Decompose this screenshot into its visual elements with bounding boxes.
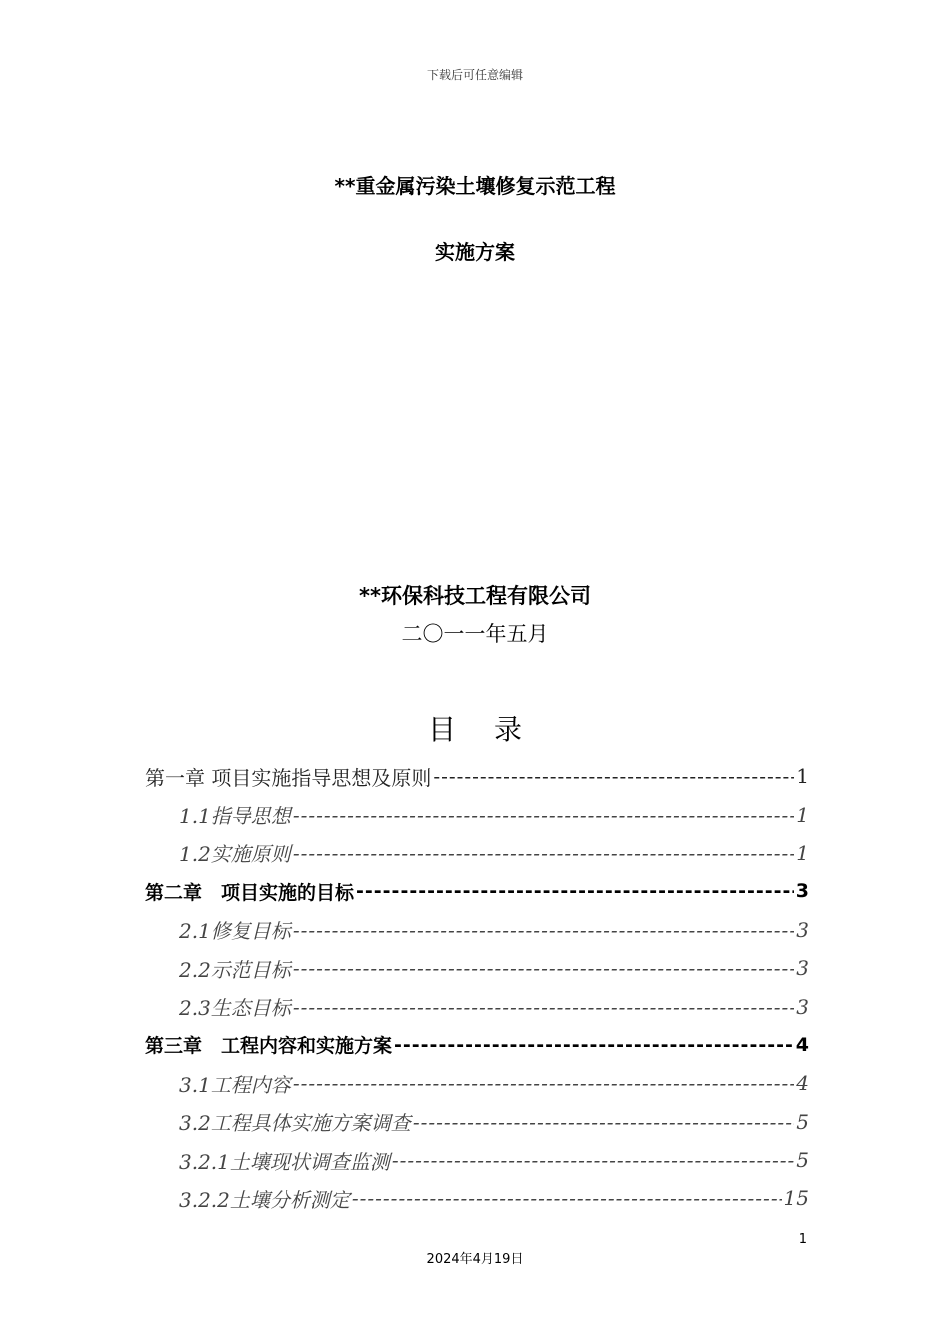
toc-entry-label: 3.2.2土壤分析测定 bbox=[179, 1187, 350, 1212]
toc-entry-label: 2.1修复目标 bbox=[179, 919, 291, 944]
toc-entry-page: 1 bbox=[796, 840, 809, 865]
toc-entry[interactable] bbox=[145, 911, 809, 949]
footer-date: 2024年4月19日 bbox=[426, 1252, 524, 1267]
toc-entry[interactable] bbox=[145, 1064, 809, 1102]
toc-entry-label: 1.2实施原则 bbox=[179, 842, 291, 867]
toc-entry[interactable] bbox=[145, 757, 809, 795]
toc-leader bbox=[413, 1110, 794, 1134]
toc-leader bbox=[356, 880, 794, 902]
toc-entry-page: 3 bbox=[796, 917, 809, 942]
toc-leader bbox=[352, 1186, 782, 1210]
toc-entry-page: 1 bbox=[796, 764, 809, 789]
toc-entry-page: 5 bbox=[796, 1109, 809, 1134]
toc-entry[interactable] bbox=[145, 949, 809, 987]
toc-entry-label: 3.2工程具体实施方案调查 bbox=[179, 1111, 411, 1136]
toc-entry-page: 5 bbox=[796, 1148, 809, 1173]
toc-entry-page: 3 bbox=[796, 994, 809, 1019]
toc-entry[interactable] bbox=[145, 1179, 809, 1217]
toc-entry[interactable] bbox=[145, 834, 809, 872]
table-of-contents bbox=[145, 757, 809, 1218]
toc-leader bbox=[293, 995, 794, 1019]
header-note: 下载后可任意编辑 bbox=[426, 68, 523, 82]
toc-leader bbox=[433, 764, 794, 788]
company-name: **环保科技工程有限公司 bbox=[359, 584, 591, 608]
company-date: 二〇一一年五月 bbox=[401, 622, 549, 646]
toc-entry-page: 15 bbox=[783, 1186, 809, 1211]
toc-entry-label: 1.1指导思想 bbox=[179, 804, 291, 829]
toc-entry-page: 1 bbox=[796, 802, 809, 827]
page-number: 1 bbox=[798, 1232, 807, 1247]
toc-entry[interactable] bbox=[145, 795, 809, 833]
toc-entry-label: 第三章 工程内容和实施方案 bbox=[145, 1035, 393, 1058]
document-title: **重金属污染土壤修复示范工程 bbox=[334, 174, 616, 198]
toc-entry-label: 第一章 项目实施指导思想及原则 bbox=[145, 765, 432, 790]
document-subtitle: 实施方案 bbox=[435, 240, 515, 264]
toc-leader bbox=[293, 841, 794, 865]
toc-entry-page: 4 bbox=[795, 1033, 809, 1056]
toc-heading: 目录 bbox=[427, 713, 560, 746]
toc-entry[interactable] bbox=[145, 1141, 809, 1179]
toc-entry-label: 3.2.1土壤现状调查监测 bbox=[179, 1149, 390, 1174]
toc-entry-label: 第二章 项目实施的目标 bbox=[145, 881, 355, 904]
toc-leader bbox=[293, 1071, 794, 1095]
toc-entry[interactable] bbox=[145, 1103, 809, 1141]
toc-leader bbox=[293, 918, 794, 942]
toc-entry-page: 3 bbox=[796, 956, 809, 981]
toc-entry-label: 3.1工程内容 bbox=[179, 1072, 291, 1097]
toc-entry-label: 2.2示范目标 bbox=[179, 957, 291, 982]
toc-entry[interactable] bbox=[145, 987, 809, 1025]
toc-entry-label: 2.3生态目标 bbox=[179, 996, 291, 1021]
toc-entry[interactable] bbox=[145, 1026, 809, 1064]
toc-leader bbox=[293, 956, 794, 980]
toc-leader bbox=[394, 1034, 794, 1056]
toc-entry[interactable] bbox=[145, 872, 809, 910]
toc-entry-page: 4 bbox=[796, 1071, 809, 1096]
toc-entry-page: 3 bbox=[795, 880, 809, 903]
toc-leader bbox=[293, 803, 794, 827]
toc-leader bbox=[392, 1148, 794, 1172]
